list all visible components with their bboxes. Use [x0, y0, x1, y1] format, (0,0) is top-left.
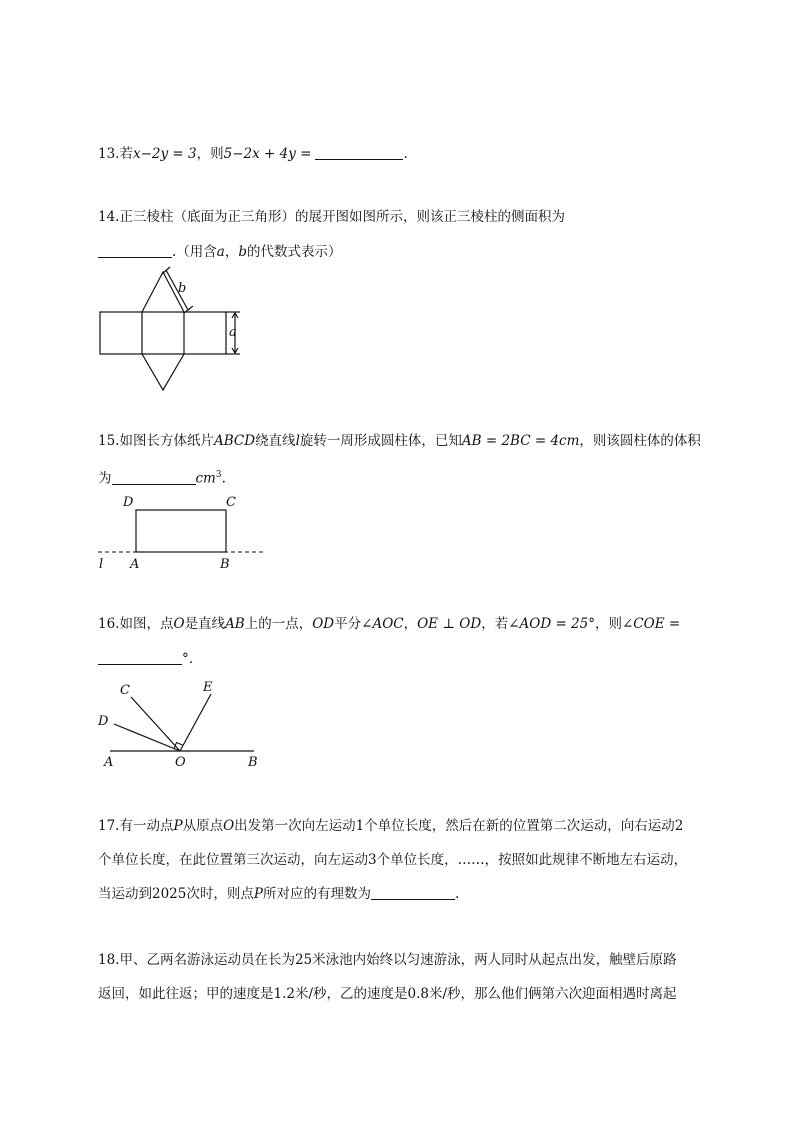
question-17-line3	[98, 885, 459, 903]
q15-mid: 绕直线	[255, 433, 296, 449]
q16-b: 上的一点，	[244, 616, 313, 632]
q15-prefix: 15.如图长方体纸片	[98, 433, 214, 449]
q15-mid2: 旋转一周形成圆柱体，已知	[299, 433, 462, 449]
question-16-line2	[98, 650, 193, 668]
question-18-line1: 18.甲、乙两名游泳运动员在长为25米泳池内始终以匀速游泳，两人同时从起点出发，触壁后原路	[98, 952, 677, 968]
label-D: D	[123, 495, 134, 510]
label-B: B	[220, 557, 230, 572]
q13-target: 5−2x + 4y =	[223, 146, 312, 162]
net-rectangles	[100, 312, 226, 354]
ray-oc	[131, 697, 180, 751]
q14-end-prefix: .（用含	[172, 244, 217, 260]
q14-var-b: b	[238, 244, 248, 260]
label-C: C	[226, 495, 236, 510]
net-bottom-triangle	[142, 354, 184, 390]
q17-a: 从原点	[182, 818, 224, 834]
q13-number: 13.	[98, 146, 120, 162]
question-17-line2: 个单位长度，在此位置第三次运动，向左运动3个单位长度，……，按照如此规律不断地左右运动，	[98, 852, 688, 868]
question-14-line1: 14.正三棱柱（底面为正三角形）的展开图如图所示，则该正三棱柱的侧面积为	[98, 209, 565, 225]
q15-abcd: ABCD	[213, 433, 256, 449]
question-15-line2	[98, 466, 226, 488]
q15-l: l	[295, 433, 300, 449]
q13-mid: ，则	[196, 146, 224, 162]
question-15-line1	[98, 432, 701, 450]
label-A: A	[104, 755, 114, 770]
q15-suffix: ，则该圆柱体的体积	[579, 433, 701, 449]
q17-P: P	[173, 818, 183, 834]
q17-end: .	[454, 886, 460, 902]
label-a: a	[229, 325, 237, 340]
label-E: E	[203, 680, 213, 695]
q16-a: 是直线	[184, 616, 226, 632]
q17-line3-prefix: 当运动到2025次时，则点	[98, 886, 254, 902]
q13-end: .	[403, 146, 408, 162]
q16-d: ，	[403, 616, 418, 632]
label-b: b	[178, 281, 187, 296]
q15-end: .	[221, 470, 226, 487]
q16-f: ，则	[594, 616, 622, 632]
q16-condition: ∠AOD = 25°	[508, 616, 595, 632]
q16-ask: ∠COE =	[621, 616, 681, 632]
ray-oe	[180, 694, 211, 751]
q15-line2-prefix: 为	[98, 470, 112, 487]
q17-line3-mid: 所对应的有理数为	[262, 886, 371, 902]
question-17-line1	[98, 817, 683, 835]
q13-prefix: 若	[119, 146, 133, 162]
label-B: B	[248, 755, 258, 770]
label-C: C	[120, 683, 130, 698]
q16-O: O	[173, 616, 185, 632]
q15-unit: cm	[195, 470, 216, 487]
q16-AB: AB	[225, 616, 245, 632]
q15-unit-exponent: 3	[215, 470, 222, 480]
q14-end-suffix: 的代数式表示）	[247, 244, 342, 260]
q15-condition: AB = 2BC = 4cm	[461, 433, 580, 449]
rectangle-abcd	[136, 510, 226, 552]
q14-comma: ，	[224, 244, 239, 260]
q16-c: 平分	[334, 616, 362, 632]
label-l: l	[99, 557, 104, 572]
q17-prefix: 17.有一动点	[98, 818, 174, 834]
q13-condition: x−2y = 3	[132, 146, 197, 162]
question-16-line1	[98, 615, 680, 633]
q16-end: °.	[182, 651, 194, 667]
q16-prefix: 16.如图，点	[98, 616, 174, 632]
q14-var-a: a	[216, 244, 225, 260]
q16-answer-blank[interactable]	[98, 650, 182, 665]
question-18-line2: 返回，如此往返；甲的速度是1.2米/秒，乙的速度是0.8米/秒，那么他们俩第六次迎面相遇时离起	[98, 986, 677, 1002]
q17-answer-blank[interactable]	[371, 885, 455, 900]
label-O: O	[175, 755, 186, 770]
q17-P2: P	[253, 886, 263, 902]
q17-O: O	[223, 818, 235, 834]
label-D: D	[98, 714, 109, 729]
q16-angle-aoc: ∠AOC	[361, 616, 404, 632]
ray-od	[114, 724, 180, 751]
label-A: A	[130, 557, 140, 572]
q15-answer-blank[interactable]	[112, 470, 196, 485]
q17-b: 出发第一次向左运动1个单位长度，然后在新的位置第二次运动，向右运动2	[234, 818, 684, 834]
q16-perp: OE ⊥ OD	[417, 616, 482, 632]
q16-e: ，若	[481, 616, 509, 632]
q16-OD: OD	[312, 616, 335, 632]
